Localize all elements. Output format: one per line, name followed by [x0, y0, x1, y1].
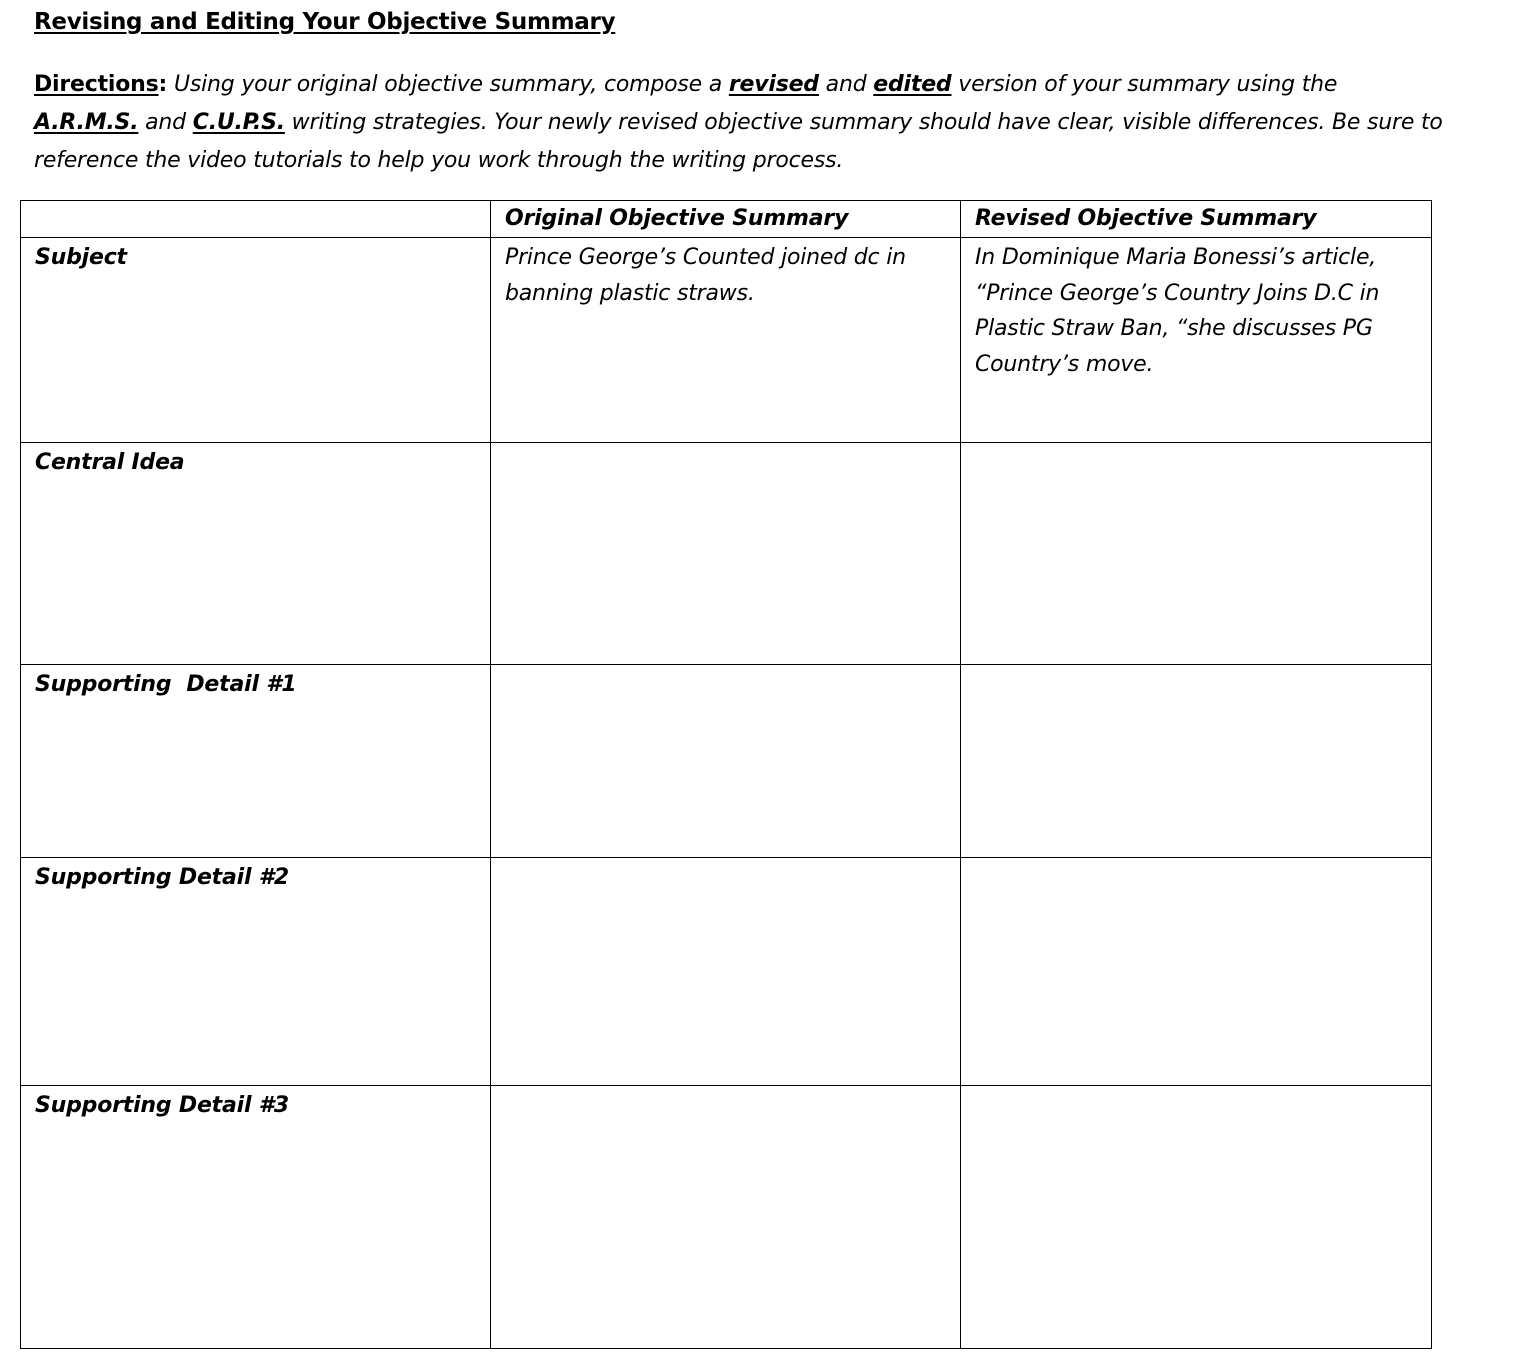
subject-revised-cell[interactable]: In Dominique Maria Bonessi’s article, “Prince George’s Country Joins D.C in Plastic Straw Ban, “she discusses PG Country’s move. — [961, 238, 1432, 443]
table-header-row — [21, 201, 1432, 238]
central-idea-original-cell[interactable] — [491, 443, 961, 665]
detail-3-revised-cell[interactable] — [961, 1086, 1432, 1349]
header-original-summary: Original Objective Summary — [491, 201, 961, 238]
table-row-supporting-detail-3 — [21, 1086, 1432, 1349]
directions-text-5: writing strategies. Your newly revised objective summary should have clear, visible differences. Be sure to reference the video tutorials to help you work through the writing process. — [34, 110, 1443, 173]
directions-text-1: Using your original objective summary, compose a — [167, 72, 729, 97]
detail-3-original-cell[interactable] — [491, 1086, 961, 1349]
row-label-supporting-detail-2: Supporting Detail #2 — [21, 858, 491, 1086]
table-row-supporting-detail-2 — [21, 858, 1432, 1086]
directions-text-3: version of your summary using the — [951, 72, 1338, 97]
header-revised-summary: Revised Objective Summary — [961, 201, 1432, 238]
directions-label: Directions — [34, 72, 159, 97]
detail-2-revised-cell[interactable] — [961, 858, 1432, 1086]
subject-original-cell[interactable]: Prince George’s Counted joined dc in banning plastic straws. — [491, 238, 961, 443]
table-row-supporting-detail-1 — [21, 665, 1432, 858]
row-label-supporting-detail-3: Supporting Detail #3 — [21, 1086, 491, 1349]
document-title: Revising and Editing Your Objective Summary — [34, 9, 616, 35]
table-row-central-idea — [21, 443, 1432, 665]
header-empty-cell — [21, 201, 491, 238]
summary-table — [20, 200, 1432, 1349]
directions-text-4: and — [138, 110, 193, 135]
detail-2-original-cell[interactable] — [491, 858, 961, 1086]
directions-revised: revised — [728, 72, 819, 97]
detail-1-revised-cell[interactable] — [961, 665, 1432, 858]
central-idea-revised-cell[interactable] — [961, 443, 1432, 665]
directions-paragraph — [34, 66, 1444, 180]
directions-text-2: and — [818, 72, 874, 97]
row-label-central-idea: Central Idea — [21, 443, 491, 665]
directions-arms: A.R.M.S. — [34, 110, 139, 135]
row-label-subject: Subject — [21, 238, 491, 443]
detail-1-original-cell[interactable] — [491, 665, 961, 858]
row-label-supporting-detail-1: Supporting Detail #1 — [21, 665, 491, 858]
directions-colon: : — [158, 72, 168, 97]
directions-cups: C.U.P.S. — [192, 110, 285, 135]
table-row-subject — [21, 238, 1432, 443]
directions-edited: edited — [873, 72, 952, 97]
